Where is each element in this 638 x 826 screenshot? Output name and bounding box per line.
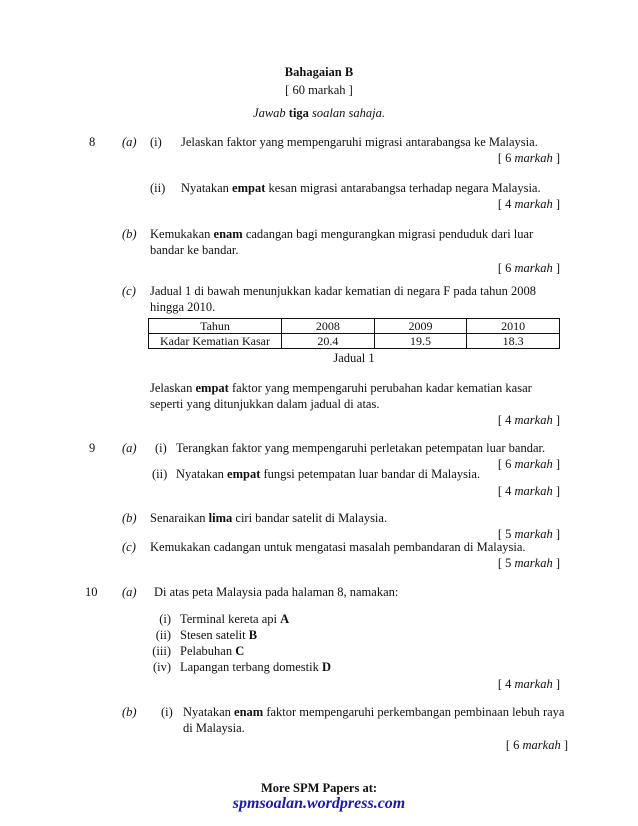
q8-part-c-label: (c)	[122, 284, 136, 298]
q8-b-text	[150, 226, 533, 242]
q9-a-i-text: Terangkan faktor yang mempengaruhi perletakan petempatan luar bandar.	[176, 441, 546, 455]
q10-b-i-text	[183, 704, 564, 720]
q9-a-ii-marks: [ 4 markah ]	[497, 484, 560, 498]
text-pre: Senaraikan	[150, 511, 209, 525]
table-cell: Kadar Kematian Kasar	[149, 334, 282, 349]
q9-c-marks: [ 5 markah ]	[497, 556, 560, 570]
death-rate-table	[148, 318, 560, 349]
item-text: Lapangan terbang domestik	[180, 660, 322, 674]
marks-word: markah	[514, 556, 553, 570]
q9-a-i-label: (i)	[155, 441, 167, 455]
q10-item-text	[180, 659, 331, 675]
q10-b-i-marks: [ 6 markah ]	[505, 738, 568, 752]
instruction-pre: Jawab	[253, 106, 289, 120]
q10-a-marks: [ 4 markah ]	[497, 677, 560, 691]
table-header-cell: 2010	[467, 319, 560, 334]
item-text: Stesen satelit	[180, 628, 249, 642]
table-cell: 20.4	[282, 334, 375, 349]
marks-word: markah	[514, 197, 553, 211]
q10-part-b-label: (b)	[122, 705, 137, 719]
text-post: faktor mempengaruhi perkembangan pembinaan lebuh raya	[263, 705, 565, 719]
question-number-8: 8	[89, 135, 96, 149]
q9-a-ii-label: (ii)	[152, 467, 168, 481]
marks-number: 6	[505, 261, 512, 275]
marks-word: markah	[514, 261, 553, 275]
question-number-9: 9	[89, 441, 96, 455]
q10-item-label: (iii)	[152, 644, 171, 658]
q10-b-i-text-line2: di Malaysia.	[183, 721, 245, 735]
q8-c-text: Jadual 1 di bawah menunjukkan kadar kematian di negara F pada tahun 2008	[150, 284, 536, 298]
q8-a-ii-marks: [ 4 markah ]	[497, 197, 560, 211]
item-letter: B	[248, 628, 258, 642]
footer-link[interactable]: spmsoalan.wordpress.com	[232, 795, 406, 812]
marks-word: markah	[514, 484, 553, 498]
text-bold: enam	[234, 705, 264, 719]
q9-part-a-label: (a)	[122, 441, 137, 455]
footer-label: More SPM Papers at:	[260, 781, 378, 795]
q8-a-i-label: (i)	[150, 135, 162, 149]
text-pre: Kemukakan	[150, 227, 214, 241]
text-pre: Nyatakan	[181, 181, 233, 195]
section-instruction	[0, 105, 638, 121]
q8-a-i-marks: [ 6 markah ]	[497, 151, 560, 165]
text-bold: empat	[195, 381, 229, 395]
section-title: Bahagaian B	[284, 65, 354, 79]
q10-item-text	[180, 643, 244, 659]
q10-item-label: (iv)	[152, 660, 171, 674]
instruction-post: soalan sahaja.	[308, 106, 385, 120]
item-letter: D	[321, 660, 331, 674]
table-cell: 18.3	[467, 334, 560, 349]
section-marks: [ 60 markah ]	[285, 83, 353, 97]
q9-b-text	[150, 510, 387, 526]
text-pre: Nyatakan	[183, 705, 235, 719]
q9-a-i-marks: [ 6 markah ]	[497, 457, 560, 471]
marks-word: markah	[514, 151, 553, 165]
text-bold: lima	[208, 511, 233, 525]
table-header-cell: 2009	[374, 319, 467, 334]
q9-c-text: Kemukakan cadangan untuk mengatasi masalah pembandaran di Malaysia.	[150, 540, 526, 554]
marks-word: markah	[514, 413, 553, 427]
q8-c2-text-line2: seperti yang ditunjukkan dalam jadual di atas.	[150, 397, 380, 411]
q10-item-text	[180, 627, 257, 643]
q8-b-marks: [ 6 markah ]	[497, 261, 560, 275]
table-header-row	[149, 319, 560, 334]
marks-number: 4	[505, 677, 512, 691]
marks-number: 4	[505, 197, 512, 211]
text-bold: empat	[227, 467, 261, 481]
q8-part-b-label: (b)	[122, 227, 137, 241]
marks-number: 6	[513, 738, 520, 752]
text-pre: Jelaskan	[150, 381, 196, 395]
text-post: ciri bandar satelit di Malaysia.	[232, 511, 388, 525]
marks-word: markah	[514, 677, 553, 691]
text-post: fungsi petempatan luar bandar di Malaysia.	[260, 467, 481, 481]
q8-a-ii-text	[181, 180, 541, 196]
q10-item-label: (ii)	[155, 628, 171, 642]
q10-item-text	[180, 611, 289, 627]
q8-b-text-line2: bandar ke bandar.	[150, 243, 239, 257]
q8-a-i-text: Jelaskan faktor yang mempengaruhi migrasi antarabangsa ke Malaysia.	[181, 135, 538, 149]
table-cell: 19.5	[374, 334, 467, 349]
item-text: Pelabuhan	[180, 644, 236, 658]
item-letter: C	[235, 644, 245, 658]
marks-number: 5	[505, 556, 512, 570]
q8-c-marks: [ 4 markah ]	[497, 413, 560, 427]
text-bold: empat	[232, 181, 266, 195]
q8-c-text-line2: hingga 2010.	[150, 300, 216, 314]
q9-part-c-label: (c)	[122, 540, 136, 554]
marks-word: markah	[514, 527, 553, 541]
item-letter: A	[280, 612, 290, 626]
question-number-10: 10	[85, 585, 98, 599]
table-caption: Jadual 1	[333, 351, 375, 365]
text-pre: Nyatakan	[176, 467, 228, 481]
q9-b-marks: [ 5 markah ]	[497, 527, 560, 541]
text-bold: enam	[213, 227, 243, 241]
q8-c2-text	[150, 380, 532, 396]
q8-part-a-label: (a)	[122, 135, 137, 149]
marks-number: 5	[505, 527, 512, 541]
q9-a-ii-text	[176, 466, 480, 482]
q10-item-label: (i)	[159, 612, 171, 626]
q9-part-b-label: (b)	[122, 511, 137, 525]
table-header-cell: Tahun	[149, 319, 282, 334]
item-text: Terminal kereta api	[180, 612, 281, 626]
q10-part-a-label: (a)	[122, 585, 137, 599]
q10-a-text: Di atas peta Malaysia pada halaman 8, namakan:	[154, 585, 399, 599]
table-header-cell: 2008	[282, 319, 375, 334]
marks-number: 4	[505, 413, 512, 427]
marks-number: 6	[505, 457, 512, 471]
text-post: faktor yang mempengaruhi perubahan kadar kematian kasar	[228, 381, 532, 395]
marks-number: 6	[505, 151, 512, 165]
q8-a-ii-label: (ii)	[150, 181, 166, 195]
text-post: cadangan bagi mengurangkan migrasi penduduk dari luar	[242, 227, 534, 241]
marks-word: markah	[522, 738, 561, 752]
text-post: kesan migrasi antarabangsa terhadap negara Malaysia.	[265, 181, 541, 195]
q10-b-i-label: (i)	[161, 705, 173, 719]
instruction-bold: tiga	[288, 106, 309, 120]
marks-number: 4	[505, 484, 512, 498]
marks-word: markah	[514, 457, 553, 471]
table-row	[149, 334, 560, 349]
